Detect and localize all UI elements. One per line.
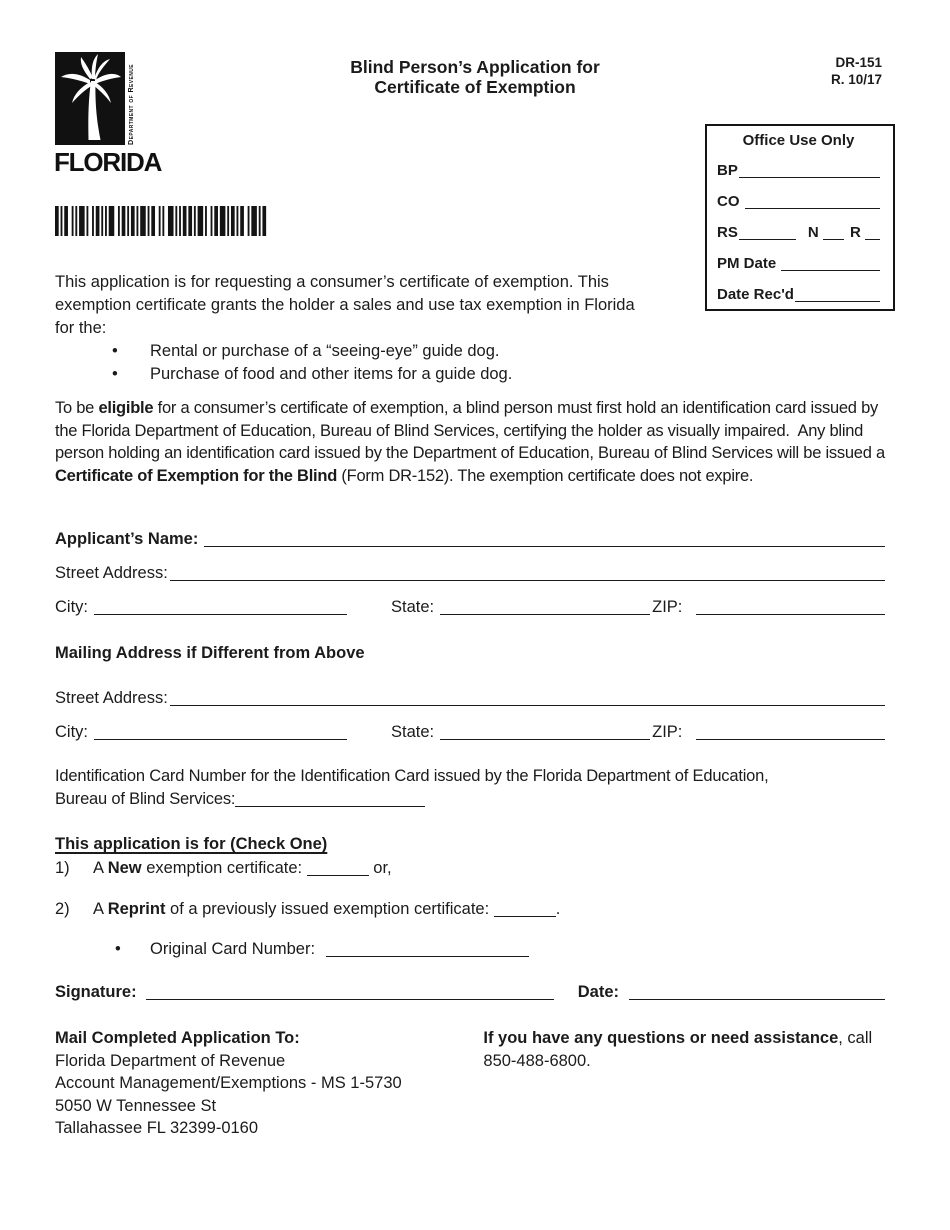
signature-field[interactable]: [146, 999, 554, 1000]
office-use-only-box: [705, 124, 895, 311]
original-card-row: [55, 938, 529, 960]
office-bp-row: [717, 150, 880, 181]
office-bp-label: BP: [717, 161, 738, 179]
item-2-post: of a previously issued exemption certificate:: [165, 900, 494, 918]
mailing-street-label: Street Address:: [55, 689, 168, 707]
intro-bullet-2-text: Purchase of food and other items for a guide dog.: [150, 365, 513, 383]
eligibility-paragraph: To be eligible for a consumer’s certificate of exemption, a blind person must first hold an identification card issued by the Florida Department of Education, Bureau of Blind Services, certifying the holder as visually impaired. Any blind person holding an identification card issued by the Department of Education, Bureau of Blind Services will be issued a Certificate of Exemption for the Blind (Form DR-152). The exemption certificate does not expire.: [55, 399, 890, 485]
applicant-street-row: [55, 563, 885, 583]
applicant-state-field[interactable]: [440, 614, 650, 615]
applicant-city-row: [55, 597, 885, 617]
intro-bullet-2: [55, 363, 655, 386]
mailing-city-row: [55, 722, 885, 742]
title-line-1: Blind Person’s Application for: [350, 57, 600, 77]
department-of-revenue-label: Department of Revenue: [126, 63, 135, 145]
mailing-street-row: [55, 688, 885, 708]
footer: [55, 1027, 885, 1140]
applicant-zip-label: ZIP:: [652, 598, 683, 616]
signature-row: [55, 982, 885, 1002]
applicant-name-field[interactable]: [204, 546, 885, 547]
check-one-item-2: [55, 898, 885, 920]
address-line-4: Tallahassee FL 32399-0160: [55, 1119, 259, 1137]
reprint-certificate-checkbox-field[interactable]: [494, 916, 556, 917]
id-card-paragraph: [55, 765, 900, 811]
check-one-item-1: [55, 857, 885, 879]
mailing-address-heading: Mailing Address if Different from Above: [55, 644, 365, 662]
item-2-number: 2): [55, 900, 70, 918]
office-r-label: R: [850, 223, 861, 241]
mailing-city-label: City:: [55, 723, 88, 741]
office-rs-label: RS: [717, 223, 738, 241]
applicant-street-field[interactable]: [170, 580, 885, 581]
office-date-recd-row: [717, 274, 880, 305]
id-card-number-field[interactable]: [235, 806, 425, 807]
title-line-2: Certificate of Exemption: [374, 76, 576, 97]
item-2-pre: A: [93, 900, 108, 918]
id-card-line2: [55, 788, 900, 811]
florida-label: FLORIDA: [54, 147, 162, 177]
office-r-field[interactable]: [865, 239, 880, 240]
item-1-keyword: New: [107, 859, 142, 877]
office-rs-field[interactable]: [739, 239, 796, 240]
mailing-zip-field[interactable]: [696, 739, 885, 740]
date-label: Date:: [577, 983, 619, 1001]
applicant-city-field[interactable]: [94, 614, 347, 615]
original-card-label: Original Card Number:: [150, 940, 316, 958]
assistance-phone-text: , call 850-488-6800.: [483, 1029, 873, 1070]
office-bp-field[interactable]: [739, 177, 880, 178]
applicant-city-label: City:: [55, 598, 88, 616]
office-co-row: [717, 181, 880, 212]
office-date-recd-field[interactable]: [795, 301, 880, 302]
item-2-keyword: Reprint: [107, 900, 166, 918]
applicant-state-label: State:: [391, 598, 435, 616]
mail-to-heading: Mail Completed Application To:: [55, 1029, 300, 1047]
assistance-note: [483, 1027, 885, 1140]
page-title: [0, 58, 950, 97]
office-date-recd-label: Date Rec'd: [717, 285, 794, 303]
item-1-suffix: or,: [368, 859, 392, 877]
intro-text: This application is for requesting a consumer’s certificate of exemption. This exemption certificate grants the holder a sales and use tax exemption in Florida for the:: [55, 273, 635, 337]
form-number: DR-151: [835, 55, 882, 70]
item-1-number: 1): [55, 859, 70, 877]
signature-label: Signature:: [55, 983, 137, 1001]
office-use-title: Office Use Only: [742, 132, 855, 149]
mailing-state-field[interactable]: [440, 739, 650, 740]
original-card-number-field[interactable]: [326, 956, 529, 957]
date-field[interactable]: [629, 999, 885, 1000]
mailing-city-field[interactable]: [94, 739, 347, 740]
office-pm-date-row: [717, 243, 880, 274]
applicant-name-label: Applicant’s Name:: [55, 530, 199, 548]
address-line-2: Account Management/Exemptions - MS 1-5730: [55, 1074, 402, 1092]
mailing-instructions: [55, 1027, 483, 1140]
address-line-1: Florida Department of Revenue: [55, 1051, 286, 1070]
applicant-street-label: Street Address:: [55, 564, 168, 582]
mailing-state-label: State:: [391, 723, 435, 741]
office-co-label: CO: [717, 192, 740, 210]
applicant-name-row: [55, 529, 885, 549]
form-revision: R. 10/17: [830, 72, 882, 87]
item-2-suffix: .: [555, 900, 561, 918]
bullet-icon: •: [112, 342, 118, 360]
form-number-block: [831, 54, 882, 88]
applicant-zip-field[interactable]: [696, 614, 885, 615]
office-rs-row: [717, 212, 880, 243]
office-pm-date-label: PM Date: [717, 254, 777, 272]
intro-paragraph: [55, 271, 655, 386]
barcode: [55, 206, 268, 236]
id-card-line1: Identification Card Number for the Identification Card issued by the Florida Department of Education,: [55, 767, 769, 785]
intro-bullet-1: [55, 340, 655, 363]
office-n-field[interactable]: [823, 239, 844, 240]
mailing-zip-label: ZIP:: [652, 723, 683, 741]
item-1-pre: A: [93, 859, 108, 877]
bullet-icon: •: [112, 365, 118, 383]
address-line-3: 5050 W Tennessee St: [55, 1096, 217, 1115]
office-co-field[interactable]: [745, 208, 881, 209]
bullet-icon: •: [115, 940, 121, 958]
check-one-heading: This application is for (Check One): [55, 835, 328, 853]
office-pm-date-field[interactable]: [781, 270, 880, 271]
intro-bullet-1-text: Rental or purchase of a “seeing-eye” guide dog.: [150, 342, 500, 360]
new-certificate-checkbox-field[interactable]: [307, 875, 369, 876]
assistance-bold-text: If you have any questions or need assistance: [483, 1029, 839, 1047]
mailing-street-field[interactable]: [170, 705, 885, 706]
item-1-post: exemption certificate:: [141, 859, 307, 877]
id-card-line2-label: Bureau of Blind Services:: [55, 790, 236, 808]
office-n-label: N: [807, 223, 819, 241]
